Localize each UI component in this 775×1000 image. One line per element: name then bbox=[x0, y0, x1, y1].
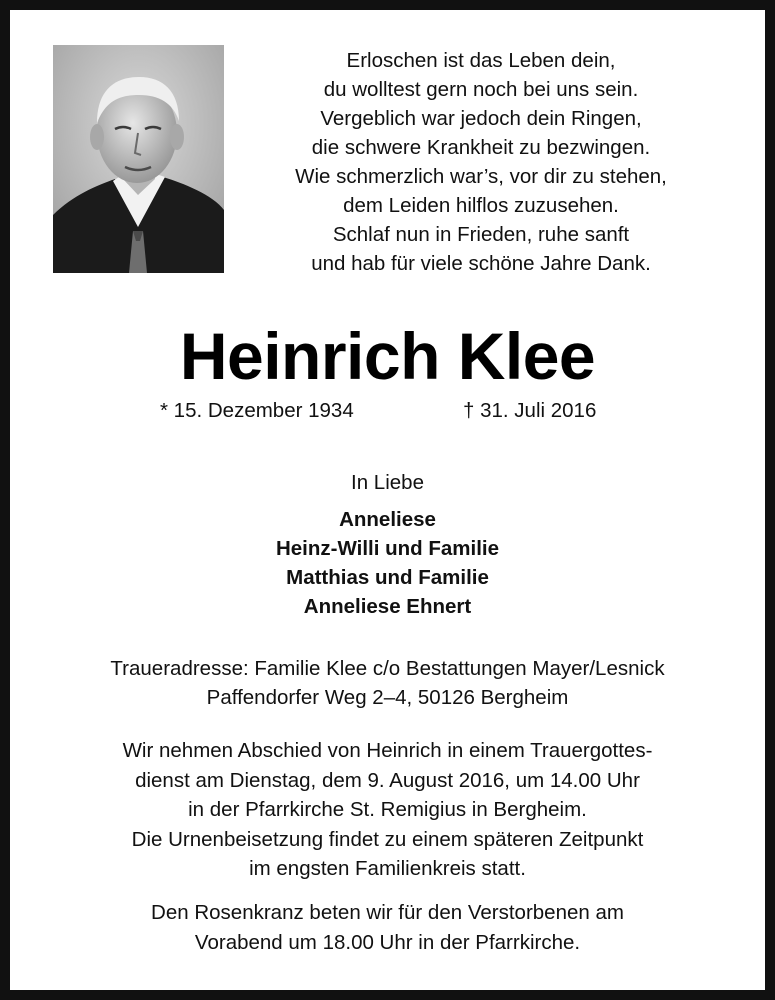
address-line: Paffendorfer Weg 2–4, 50126 Bergheim bbox=[206, 686, 569, 709]
rosary-line: Den Rosenkranz beten wir für den Verstorbenen am bbox=[151, 901, 624, 924]
poem-line: Wie schmerzlich war’s, vor dir zu stehen, bbox=[295, 165, 667, 188]
address-line: Traueradresse: Familie Klee c/o Bestattungen Mayer/Lesnick bbox=[110, 657, 665, 680]
poem-line: Schlaf nun in Frieden, ruhe sanft bbox=[332, 223, 630, 246]
rosary-line: Vorabend um 18.00 Uhr in der Pfarrkirche. bbox=[194, 931, 581, 954]
mourner-name: Anneliese bbox=[339, 508, 436, 531]
service-line: im engsten Familienkreis statt. bbox=[249, 857, 526, 880]
funeral-service-notice bbox=[0, 736, 775, 884]
service-line: Die Urnenbeisetzung findet zu einem späteren Zeitpunkt bbox=[131, 827, 644, 851]
service-line: Wir nehmen Abschied von Heinrich in einem Trauergottes- bbox=[122, 739, 653, 762]
portrait-photo bbox=[53, 45, 224, 273]
poem-line: Erloschen ist das Leben dein, bbox=[346, 49, 616, 72]
poem-line: und hab für viele schöne Jahre Dank. bbox=[311, 252, 651, 275]
poem bbox=[266, 46, 696, 278]
poem-line: dem Leiden hilflos zuzusehen. bbox=[343, 194, 619, 217]
mourners-intro: In Liebe bbox=[351, 471, 424, 494]
poem-line: die schwere Krankheit zu bezwingen. bbox=[311, 136, 651, 159]
poem-line: du wolltest gern noch bei uns sein. bbox=[323, 78, 639, 101]
mourning-address bbox=[0, 654, 775, 712]
mourner-name: Heinz-Willi und Familie bbox=[275, 537, 500, 560]
mourner-name: Matthias und Familie bbox=[286, 566, 489, 589]
rosary-notice bbox=[0, 898, 775, 958]
service-line: in der Pfarrkirche St. Remigius in Bergheim. bbox=[188, 798, 587, 821]
mourner-name: Anneliese Ehnert bbox=[303, 595, 472, 618]
service-line: dienst am Dienstag, dem 9. August 2016, um 14.00 Uhr bbox=[135, 768, 640, 792]
mourners-list bbox=[0, 505, 775, 621]
death-date: † 31. Juli 2016 bbox=[463, 399, 597, 422]
birth-date: * 15. Dezember 1934 bbox=[160, 399, 354, 422]
poem-line: Vergeblich war jedoch dein Ringen, bbox=[320, 107, 642, 130]
deceased-name: Heinrich Klee bbox=[179, 319, 596, 393]
